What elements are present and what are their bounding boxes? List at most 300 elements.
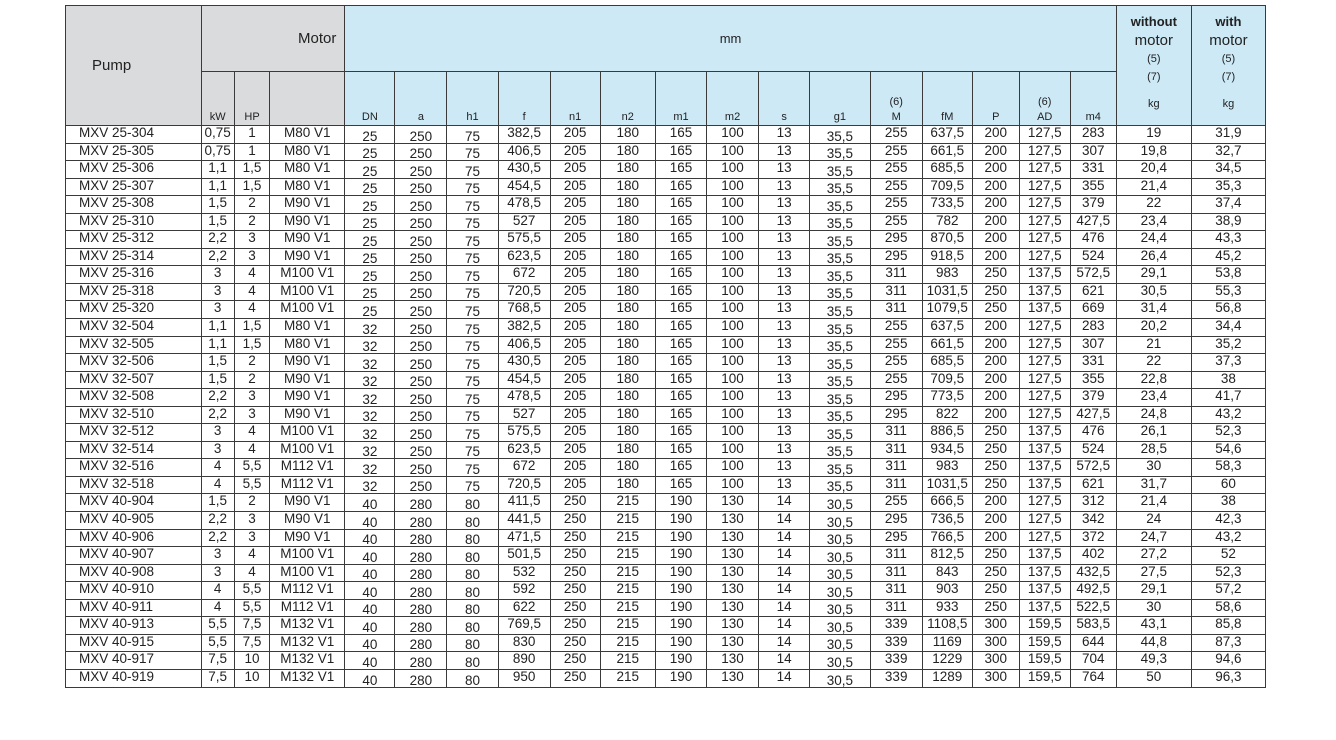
cell-n2: 180 [600,178,655,196]
cell-hp: 5,5 [234,599,269,617]
cell-h1: 75 [447,319,498,337]
cell-hp: 4 [234,547,269,565]
cell-f: 471,5 [498,529,550,547]
cell-g1: 35,5 [810,319,870,337]
col-header-f: f [498,72,550,126]
cell-n2: 180 [600,213,655,231]
cell-kw: 3 [201,283,234,301]
note-7: (7) [1221,71,1236,83]
cell-a: 250 [395,196,447,214]
cell-n1: 250 [550,582,600,600]
cell-f: 454,5 [498,371,550,389]
cell-motor-type: M90 V1 [270,213,345,231]
cell-weight-without-motor: 30 [1116,599,1191,617]
cell-pump-model: MXV 32-506 [66,354,202,372]
cell-f: 406,5 [498,336,550,354]
cell-ad: 127,5 [1019,336,1070,354]
cell-n1: 205 [550,336,600,354]
cell-kw: 3 [201,266,234,284]
with-motor-header [1191,6,1265,126]
cell-motor-type: M80 V1 [270,319,345,337]
cell-m2: 100 [707,354,759,372]
cell-m2: 130 [707,512,759,530]
cell-pump-model: MXV 40-919 [66,669,202,687]
cell-dn: 32 [345,389,395,407]
cell-a: 250 [395,459,447,477]
cell-motor-type: M112 V1 [270,582,345,600]
cell-motor-type: M100 V1 [270,564,345,582]
cell-m: 255 [870,143,922,161]
cell-f: 592 [498,582,550,600]
cell-fm: 1229 [922,652,972,670]
cell-m2: 130 [707,617,759,635]
table-row [66,494,1266,512]
cell-m4: 524 [1070,441,1116,459]
note-7: (7) [1147,71,1161,83]
mm-header: mm [345,6,1116,72]
col-header-p: P [972,72,1019,126]
cell-m1: 165 [655,336,706,354]
cell-s: 14 [759,582,810,600]
table-row [66,547,1266,565]
cell-a: 250 [395,424,447,442]
cell-kw: 2,2 [201,248,234,266]
cell-a: 250 [395,406,447,424]
cell-f: 720,5 [498,283,550,301]
cell-motor-type: M132 V1 [270,669,345,687]
table-row [66,512,1266,530]
cell-n2: 180 [600,336,655,354]
cell-g1: 30,5 [810,634,870,652]
cell-m1: 165 [655,231,706,249]
cell-ad: 127,5 [1019,494,1070,512]
cell-m: 255 [870,161,922,179]
cell-f: 441,5 [498,512,550,530]
cell-hp: 4 [234,564,269,582]
cell-m4: 342 [1070,512,1116,530]
cell-pump-model: MXV 25-306 [66,161,202,179]
cell-n1: 205 [550,266,600,284]
cell-p: 200 [972,231,1019,249]
cell-f: 720,5 [498,476,550,494]
cell-n1: 205 [550,354,600,372]
cell-kw: 1,5 [201,494,234,512]
cell-dn: 25 [345,213,395,231]
cell-weight-without-motor: 21,4 [1116,178,1191,196]
cell-a: 250 [395,126,447,144]
cell-kw: 7,5 [201,669,234,687]
cell-s: 13 [759,319,810,337]
cell-n1: 205 [550,319,600,337]
cell-g1: 35,5 [810,371,870,389]
cell-motor-type: M90 V1 [270,529,345,547]
cell-dn: 40 [345,617,395,635]
cell-h1: 75 [447,476,498,494]
cell-m4: 764 [1070,669,1116,687]
cell-m2: 100 [707,441,759,459]
cell-n1: 205 [550,196,600,214]
cell-a: 250 [395,213,447,231]
cell-pump-model: MXV 40-910 [66,582,202,600]
cell-h1: 75 [447,231,498,249]
cell-a: 280 [395,582,447,600]
cell-motor-type: M90 V1 [270,389,345,407]
cell-s: 13 [759,476,810,494]
cell-kw: 4 [201,459,234,477]
cell-weight-with-motor: 85,8 [1191,617,1265,635]
cell-h1: 80 [447,617,498,635]
cell-m2: 100 [707,389,759,407]
pump-header: Pump [66,6,202,126]
cell-pump-model: MXV 40-907 [66,547,202,565]
cell-n2: 180 [600,126,655,144]
cell-h1: 80 [447,547,498,565]
cell-m4: 355 [1070,371,1116,389]
cell-weight-with-motor: 41,7 [1191,389,1265,407]
cell-pump-model: MXV 32-518 [66,476,202,494]
cell-a: 250 [395,301,447,319]
cell-kw: 1,5 [201,371,234,389]
cell-n2: 215 [600,652,655,670]
cell-a: 250 [395,178,447,196]
cell-m: 295 [870,389,922,407]
cell-n1: 205 [550,389,600,407]
cell-f: 672 [498,459,550,477]
cell-m2: 100 [707,196,759,214]
cell-n1: 250 [550,512,600,530]
cell-dn: 32 [345,476,395,494]
table-row [66,354,1266,372]
cell-pump-model: MXV 25-308 [66,196,202,214]
cell-n1: 205 [550,126,600,144]
col-header-n2: n2 [600,72,655,126]
cell-g1: 30,5 [810,617,870,635]
cell-dn: 32 [345,319,395,337]
cell-weight-without-motor: 44,8 [1116,634,1191,652]
cell-dn: 25 [345,196,395,214]
cell-a: 250 [395,266,447,284]
cell-kw: 4 [201,476,234,494]
cell-kw: 2,2 [201,389,234,407]
cell-n1: 205 [550,301,600,319]
cell-s: 14 [759,512,810,530]
cell-weight-without-motor: 24,4 [1116,231,1191,249]
cell-n2: 180 [600,161,655,179]
cell-a: 280 [395,529,447,547]
cell-s: 14 [759,669,810,687]
cell-kw: 2,2 [201,512,234,530]
cell-g1: 35,5 [810,126,870,144]
cell-m1: 190 [655,652,706,670]
cell-hp: 4 [234,266,269,284]
cell-n2: 180 [600,319,655,337]
cell-kw: 2,2 [201,231,234,249]
table-row [66,126,1266,144]
cell-m1: 165 [655,319,706,337]
cell-m2: 100 [707,126,759,144]
cell-weight-without-motor: 23,4 [1116,213,1191,231]
cell-m1: 190 [655,564,706,582]
cell-p: 200 [972,319,1019,337]
cell-weight-with-motor: 32,7 [1191,143,1265,161]
cell-motor-type: M100 V1 [270,266,345,284]
cell-ad: 137,5 [1019,547,1070,565]
cell-g1: 35,5 [810,354,870,372]
cell-kw: 4 [201,582,234,600]
cell-weight-without-motor: 30 [1116,459,1191,477]
cell-weight-without-motor: 29,1 [1116,582,1191,600]
cell-weight-with-motor: 53,8 [1191,266,1265,284]
cell-fm: 1079,5 [922,301,972,319]
note-5: (5) [1147,53,1161,65]
cell-weight-without-motor: 50 [1116,669,1191,687]
cell-ad: 127,5 [1019,512,1070,530]
cell-n2: 180 [600,354,655,372]
cell-m: 311 [870,564,922,582]
cell-h1: 80 [447,582,498,600]
cell-m4: 583,5 [1070,617,1116,635]
cell-h1: 75 [447,441,498,459]
cell-pump-model: MXV 25-307 [66,178,202,196]
cell-hp: 2 [234,196,269,214]
cell-weight-with-motor: 35,3 [1191,178,1265,196]
cell-fm: 685,5 [922,354,972,372]
cell-p: 300 [972,617,1019,635]
cell-weight-without-motor: 23,4 [1116,389,1191,407]
cell-m1: 165 [655,459,706,477]
cell-f: 382,5 [498,126,550,144]
cell-dn: 40 [345,547,395,565]
cell-pump-model: MXV 25-320 [66,301,202,319]
cell-m1: 165 [655,126,706,144]
cell-m4: 524 [1070,248,1116,266]
cell-m: 295 [870,406,922,424]
cell-n2: 180 [600,424,655,442]
cell-n2: 215 [600,564,655,582]
cell-g1: 35,5 [810,389,870,407]
col-header-kw: kW [201,72,234,126]
cell-a: 280 [395,564,447,582]
cell-m: 311 [870,424,922,442]
cell-m1: 165 [655,213,706,231]
cell-motor-type: M90 V1 [270,248,345,266]
cell-g1: 30,5 [810,652,870,670]
cell-motor-type: M80 V1 [270,143,345,161]
cell-ad: 137,5 [1019,476,1070,494]
cell-pump-model: MXV 40-904 [66,494,202,512]
cell-s: 13 [759,248,810,266]
cell-fm: 736,5 [922,512,972,530]
cell-p: 200 [972,389,1019,407]
cell-g1: 30,5 [810,494,870,512]
cell-weight-without-motor: 27,5 [1116,564,1191,582]
cell-s: 13 [759,231,810,249]
without-motor-header [1116,6,1191,126]
cell-g1: 30,5 [810,599,870,617]
cell-n1: 205 [550,371,600,389]
cell-p: 250 [972,564,1019,582]
cell-m: 255 [870,178,922,196]
cell-a: 250 [395,389,447,407]
cell-motor-type: M100 V1 [270,441,345,459]
cell-f: 430,5 [498,354,550,372]
cell-n2: 180 [600,301,655,319]
cell-weight-with-motor: 38 [1191,371,1265,389]
cell-weight-without-motor: 24,8 [1116,406,1191,424]
cell-pump-model: MXV 25-304 [66,126,202,144]
cell-weight-with-motor: 43,2 [1191,529,1265,547]
cell-weight-without-motor: 31,7 [1116,476,1191,494]
cell-fm: 766,5 [922,529,972,547]
cell-dn: 25 [345,266,395,284]
col-header-hp: HP [234,72,269,126]
cell-weight-with-motor: 58,3 [1191,459,1265,477]
cell-g1: 35,5 [810,301,870,319]
cell-fm: 870,5 [922,231,972,249]
cell-n2: 215 [600,529,655,547]
cell-pump-model: MXV 25-310 [66,213,202,231]
cell-m1: 165 [655,371,706,389]
cell-dn: 25 [345,143,395,161]
cell-n1: 250 [550,617,600,635]
note-6: (6) [1038,96,1052,108]
cell-f: 527 [498,406,550,424]
cell-m2: 130 [707,669,759,687]
cell-m2: 100 [707,266,759,284]
cell-weight-with-motor: 96,3 [1191,669,1265,687]
cell-pump-model: MXV 25-316 [66,266,202,284]
table-row [66,389,1266,407]
cell-m2: 130 [707,494,759,512]
cell-m2: 100 [707,371,759,389]
cell-f: 501,5 [498,547,550,565]
cell-weight-with-motor: 38 [1191,494,1265,512]
cell-weight-with-motor: 94,6 [1191,652,1265,670]
cell-n2: 180 [600,389,655,407]
cell-pump-model: MXV 40-906 [66,529,202,547]
cell-g1: 35,5 [810,248,870,266]
cell-s: 13 [759,196,810,214]
table-row [66,196,1266,214]
cell-f: 575,5 [498,424,550,442]
cell-a: 250 [395,283,447,301]
cell-kw: 2,2 [201,406,234,424]
cell-pump-model: MXV 32-510 [66,406,202,424]
cell-hp: 5,5 [234,582,269,600]
cell-h1: 80 [447,512,498,530]
cell-m2: 100 [707,248,759,266]
table-row [66,336,1266,354]
cell-h1: 75 [447,301,498,319]
cell-motor-type: M80 V1 [270,161,345,179]
cell-motor-type: M100 V1 [270,301,345,319]
cell-ad: 137,5 [1019,459,1070,477]
cell-m1: 165 [655,266,706,284]
cell-n1: 205 [550,213,600,231]
cell-m1: 190 [655,669,706,687]
cell-weight-with-motor: 58,6 [1191,599,1265,617]
col-header-h1: h1 [447,72,498,126]
cell-hp: 4 [234,441,269,459]
cell-a: 250 [395,161,447,179]
cell-n2: 215 [600,617,655,635]
cell-ad: 159,5 [1019,617,1070,635]
cell-weight-without-motor: 26,4 [1116,248,1191,266]
cell-weight-with-motor: 57,2 [1191,582,1265,600]
cell-g1: 35,5 [810,476,870,494]
cell-weight-with-motor: 52,3 [1191,564,1265,582]
cell-m: 295 [870,248,922,266]
cell-m1: 190 [655,634,706,652]
cell-fm: 709,5 [922,178,972,196]
cell-hp: 10 [234,669,269,687]
cell-dn: 25 [345,301,395,319]
col-header-m1: m1 [655,72,706,126]
cell-a: 280 [395,599,447,617]
cell-weight-with-motor: 55,3 [1191,283,1265,301]
cell-a: 250 [395,371,447,389]
cell-m: 311 [870,547,922,565]
cell-s: 14 [759,652,810,670]
cell-h1: 75 [447,283,498,301]
cell-pump-model: MXV 32-504 [66,319,202,337]
cell-h1: 75 [447,161,498,179]
cell-motor-type: M80 V1 [270,178,345,196]
cell-h1: 80 [447,564,498,582]
cell-a: 280 [395,669,447,687]
cell-motor-type: M80 V1 [270,126,345,144]
cell-ad: 137,5 [1019,283,1070,301]
cell-g1: 30,5 [810,582,870,600]
cell-p: 250 [972,283,1019,301]
cell-kw: 5,5 [201,617,234,635]
cell-s: 13 [759,143,810,161]
cell-m: 255 [870,354,922,372]
cell-a: 250 [395,336,447,354]
cell-n2: 215 [600,634,655,652]
cell-fm: 983 [922,266,972,284]
cell-m1: 190 [655,582,706,600]
table-row [66,476,1266,494]
cell-kw: 7,5 [201,652,234,670]
cell-motor-type: M80 V1 [270,336,345,354]
cell-g1: 35,5 [810,196,870,214]
col-header-ad [1019,72,1070,126]
cell-s: 13 [759,283,810,301]
cell-hp: 3 [234,231,269,249]
cell-g1: 35,5 [810,231,870,249]
cell-m2: 130 [707,529,759,547]
cell-n1: 250 [550,547,600,565]
table-row [66,529,1266,547]
cell-kw: 2,2 [201,529,234,547]
cell-m4: 307 [1070,336,1116,354]
unit-kg-header: kg [1222,98,1235,110]
cell-p: 200 [972,336,1019,354]
cell-dn: 32 [345,441,395,459]
col-header-motor-type [270,72,345,126]
cell-m: 311 [870,301,922,319]
cell-motor-type: M90 V1 [270,196,345,214]
cell-g1: 35,5 [810,178,870,196]
cell-dn: 32 [345,406,395,424]
cell-s: 13 [759,424,810,442]
cell-n1: 250 [550,494,600,512]
cell-fm: 637,5 [922,126,972,144]
table-row [66,669,1266,687]
cell-fm: 661,5 [922,336,972,354]
table-row [66,143,1266,161]
